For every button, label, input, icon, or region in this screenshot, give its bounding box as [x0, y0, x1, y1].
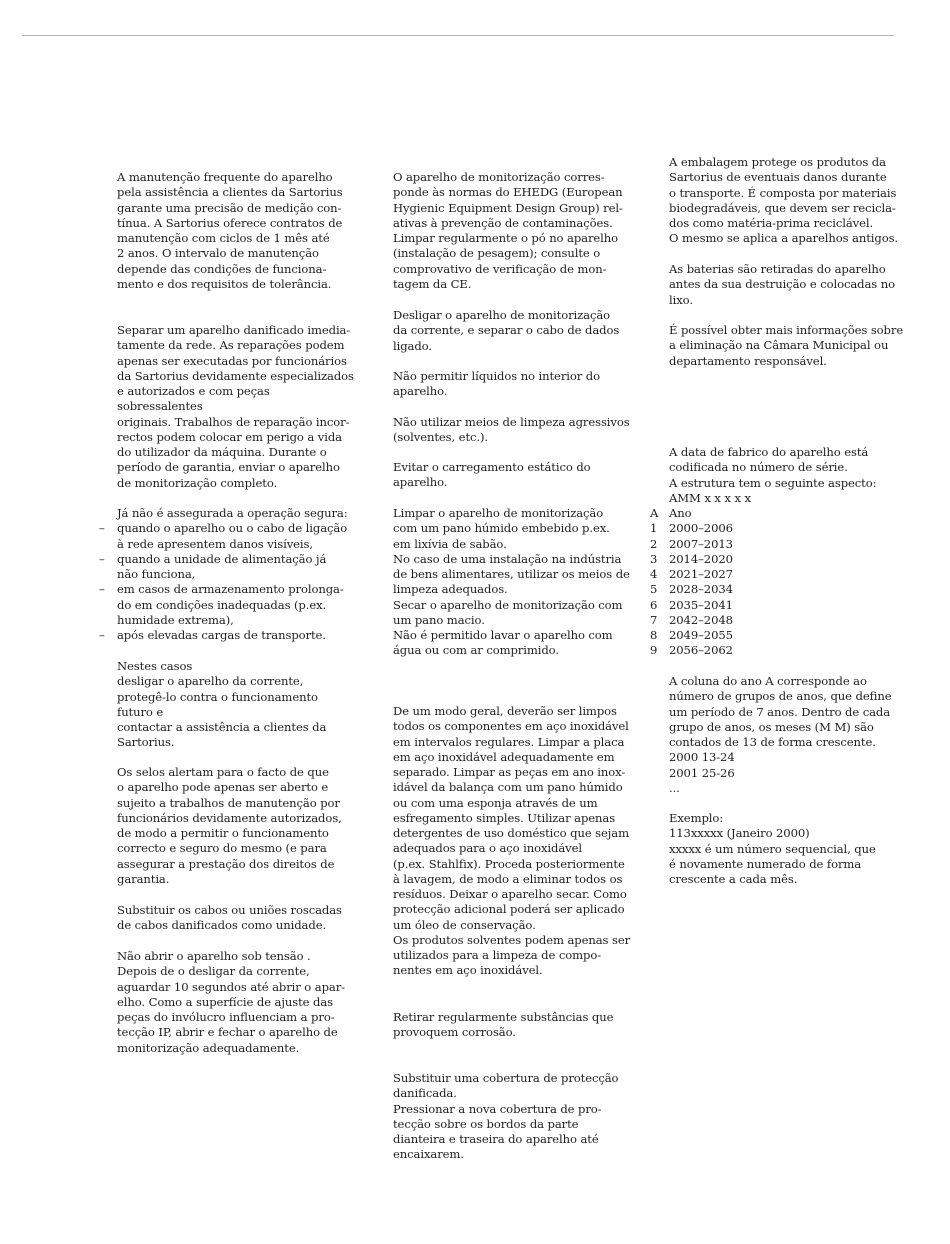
cleaning-paragraph: Limpar o aparelho de monitorização com um pano húmido embebido p.ex. em lixívia de sabão. No caso de uma instalação na indústria de bens alimentares, utilizar os meios de limpeza adequados. Secar o aparelho de monitorização com um pano macio. Não é permitido lavar o aparelho com água ou com ar comprimido.: [393, 506, 630, 658]
no-liquids-paragraph: Não permitir líquidos no interior do aparelho.: [393, 369, 600, 399]
cables-paragraph: Substituir os cabos ou uniões roscadas de cabos danificados como unidade.: [117, 903, 342, 933]
dash-marker: –: [99, 628, 105, 642]
safety-intro: Já não é assegurada a operação segura:: [117, 506, 348, 520]
dash-marker: –: [99, 521, 105, 536]
maintenance-paragraph: A manutenção frequente do aparelho pela assistência a clientes da Sartorius garante uma precisão de medição con- tínua. A Sartorius oferece contratos de manutenção com ciclos de 1 mês até 2 anos. O intervalo de manutenção depende das condições de funciona- mento e dos requisitos de tolerância.: [117, 170, 343, 291]
example-paragraph: Exemplo: 113xxxxx (Janeiro 2000) xxxxx é um número sequencial, que é novamente numerado de forma crescente a cada mês.: [669, 811, 876, 886]
no-aggressive-paragraph: Não utilizar meios de limpeza agressivos (solventes, etc.).: [393, 415, 630, 445]
open-device-paragraph: Não abrir o aparelho sob tensão . Depois de o desligar da corrente, aguardar 10 segundos até abrir o apar- elho. Como a superfície de ajuste das peças do invólucro influenciam a pro- tecção IP, abrir e fechar o aparelho de monitorização adequadamente.: [117, 949, 345, 1055]
cases-paragraph: Nestes casos desligar o aparelho da corrente, protegê-lo contra o funcionamento futuro e contactar a assistência a clientes da Sartorius.: [117, 659, 327, 750]
corrosion-paragraph: Retirar regularmente substâncias que provoquem corrosão.: [393, 1010, 614, 1040]
repair-paragraph: Separar um aparelho danificado imedia- tamente da rede. As reparações podem apenas ser executadas por funcionários da Sartorius devidamente especializados e autorizados e com peças sobressalentes originais. Trabalhos de reparação incor- rectos podem colocar em perigo a vida do utilizador da máquina. Durante o período de garantia, enviar o aparelho de monitorização completo.: [117, 323, 354, 490]
year-table-row: 5 2028–2034: [650, 582, 733, 597]
safety-section: [99, 506, 357, 643]
year-table-row: 2 2007–2013: [650, 536, 733, 551]
packaging-paragraph: A embalagem protege os produtos da Sartorius de eventuais danos durante o transporte. É composta por materiais biodegradáveis, que devem ser recicla- dos como matéria-prima reciclável. O mesmo se aplica a aparelhos antigos.: [669, 155, 899, 246]
safety-item: – quando o aparelho ou o cabo de ligação à rede apresentem danos visíveis,: [99, 521, 348, 551]
explanation-paragraph: A coluna do ano A corresponde ao número de grupos de anos, que define um período de 7 anos. Dentro de cada grupo de anos, os meses (M M) são contados de 13 de forma crescente. 2000 13-24 2001 25-26 ...: [669, 674, 892, 795]
seals-paragraph: Os selos alertam para o facto de que o aparelho pode apenas ser aberto e sujeito a trabalhos de manutenção por funcionários devidamente autorizados, de modo a permitir o funcionamento correcto e seguro do mesmo (e para assegurar a prestação dos direitos de garantia.: [117, 765, 342, 886]
dash-marker: –: [99, 551, 105, 566]
year-table: [650, 506, 909, 659]
cover-paragraph: Substituir uma cobertura de protecção danificada. Pressionar a nova cobertura de pro- tecção sobre os bordos da parte dianteira e traseira do aparelho até encaixarem.: [393, 1071, 619, 1162]
year-table-row: 3 2014–2020: [650, 551, 733, 566]
batteries-paragraph: As baterias são retiradas do aparelho antes da sua destruição e colocadas no lixo.: [669, 262, 895, 307]
year-table-row: 8 2049–2055: [650, 628, 733, 642]
serial-intro-paragraph: A data de fabrico do aparelho está codificada no número de série. A estrutura tem o seguinte aspecto: AMM x x x x x: [669, 445, 877, 505]
year-table-row: 9 2056–2062: [650, 643, 733, 658]
year-table-row: 4 2021–2027: [650, 567, 733, 581]
dash-marker: –: [99, 582, 105, 597]
safety-item: – em casos de armazenamento prolonga- do em condições inadequadas (p.ex. humidade extrema),: [99, 582, 344, 627]
header-rule: [22, 35, 894, 36]
year-table-row: A Ano: [650, 506, 692, 520]
year-table-row: 1 2000–2006: [650, 521, 733, 536]
safety-item: – após elevadas cargas de transporte.: [99, 628, 326, 642]
static-paragraph: Evitar o carregamento estático do aparelho.: [393, 460, 591, 490]
ehedg-paragraph: O aparelho de monitorização corres- ponde às normas do EHEDG (European Hygienic Equipment Design Group) rel- ativas à prevenção de contaminações. Limpar regularmente o pó no aparelho (instalação de pesagem); consulte o comprovativo de verificação de mon- tagem da CE.: [393, 170, 623, 291]
stainless-paragraph: De um modo geral, deverão ser limpos todos os componentes em aço inoxidável em intervalos regulares. Limpar a placa em aço inoxidável adequadamente em separado. Limpar as peças em ano inox- idável da balança com um pano húmido ou com uma esponja através de um esfregamento simples. Utilizar apenas detergentes de uso doméstico que sejam adequados para o aço inoxidável (p.ex. Stahlfix). Proceda posteriormente à lavagem, de modo a eliminar todos os resíduos. Deixar o aparelho secar. Como protecção adicional poderá ser aplicado um óleo de conservação. Os produtos solventes podem apenas ser utilizados para a limpeza de compo- nentes em aço inoxidável.: [393, 704, 631, 978]
year-table-row: 7 2042–2048: [650, 612, 733, 627]
safety-item: – quando a unidade de alimentação já não funciona,: [99, 551, 327, 581]
more-info-paragraph: É possível obter mais informações sobre a eliminação na Câmara Municipal ou departamento responsável.: [669, 323, 904, 368]
disconnect-paragraph: Desligar o aparelho de monitorização da corrente, e separar o cabo de dados ligado.: [393, 308, 620, 353]
year-table-row: 6 2035–2041: [650, 597, 733, 612]
